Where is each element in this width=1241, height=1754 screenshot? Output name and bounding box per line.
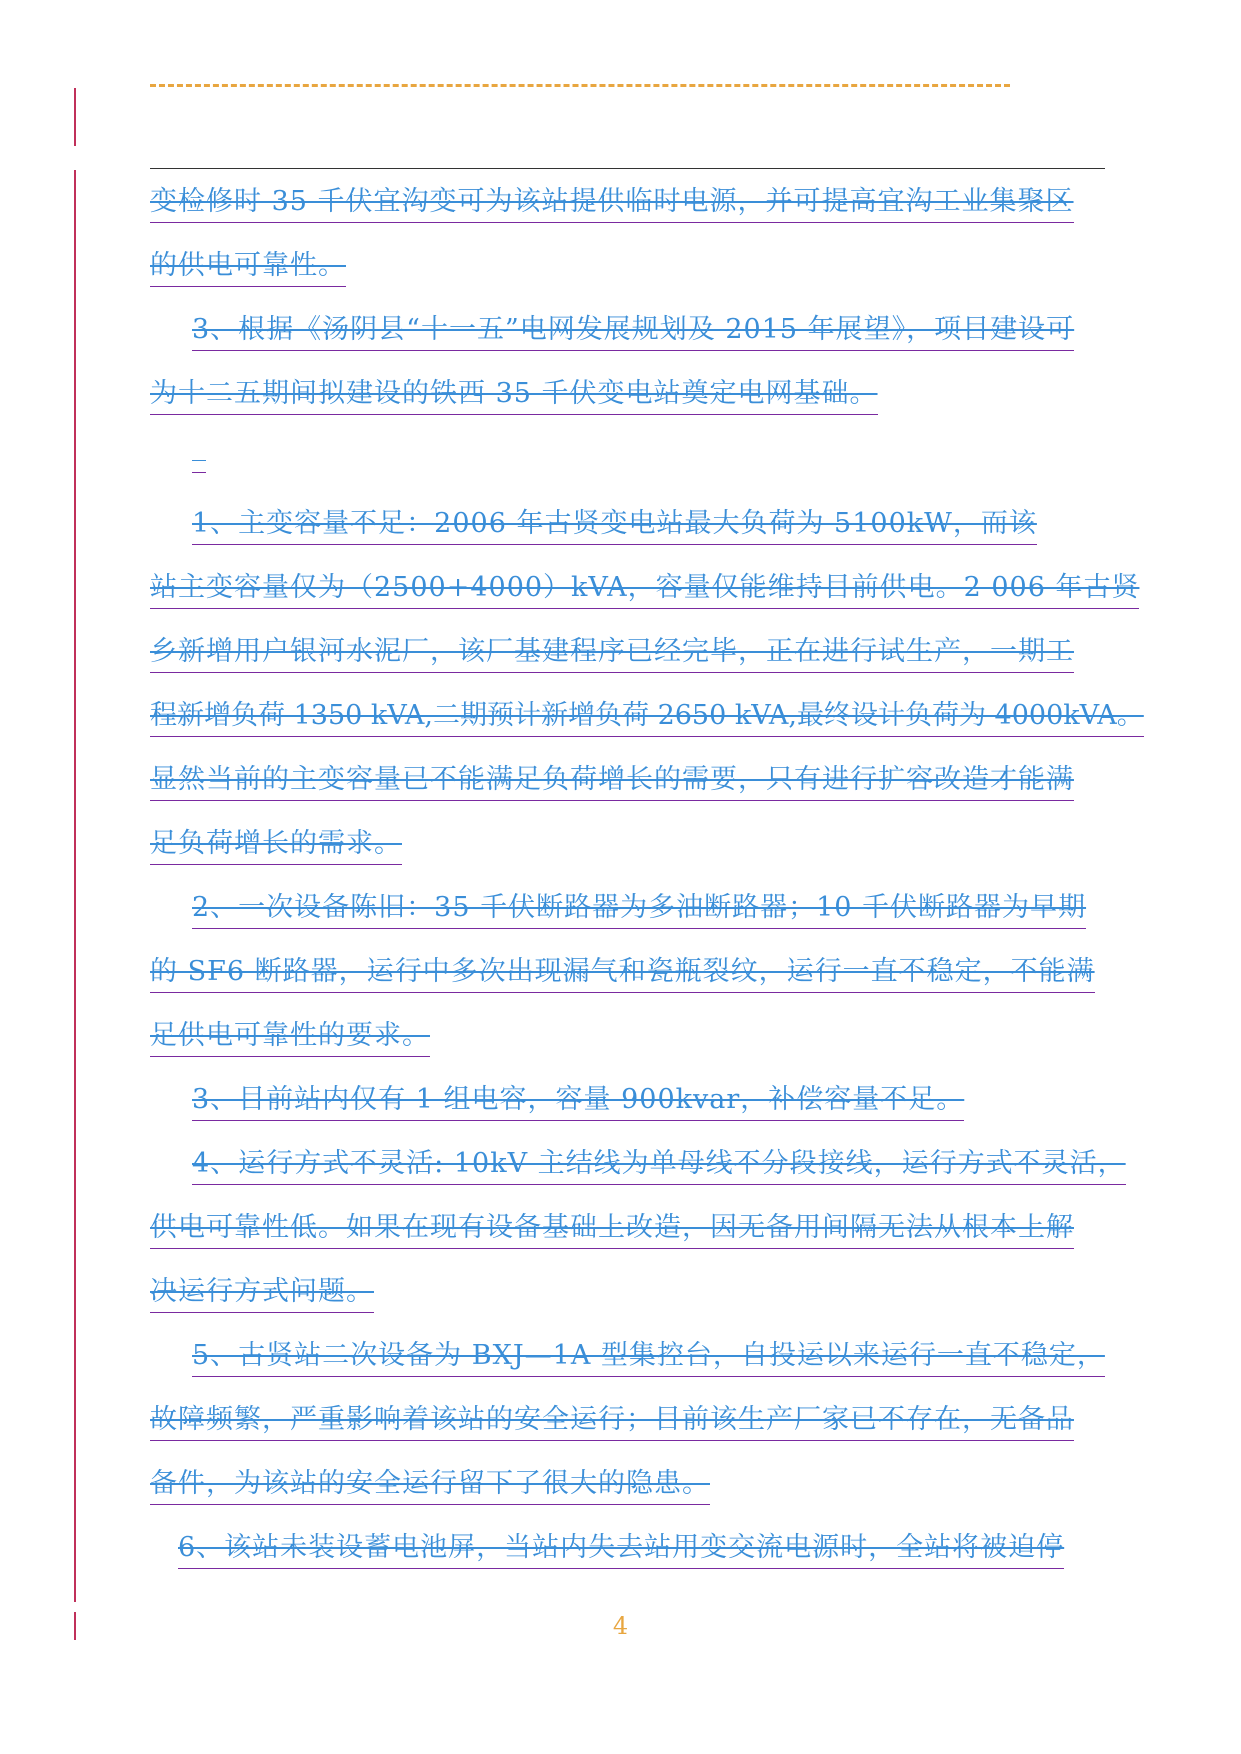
text-line: 6、该站未装设蓄电池屏，当站内失去站用变交流电源时，全站将被迫停 <box>178 1530 1064 1569</box>
change-bar <box>74 170 76 1602</box>
header-divider <box>150 84 1010 87</box>
change-bar <box>74 88 76 146</box>
text-line: 足供电可靠性的要求。 <box>150 1018 430 1057</box>
text-line: 3、目前站内仅有 1 组电容，容量 900kvar，补偿容量不足。 <box>192 1082 964 1121</box>
empty-line-marker <box>192 460 206 461</box>
text-line: 乡新增用户银河水泥厂，该厂基建程序已经完毕，正在进行试生产，一期工 <box>150 634 1074 673</box>
text-line: 的供电可靠性。 <box>150 248 346 287</box>
text-line: 故障频繁，严重影响着该站的安全运行；目前该生产厂家已不存在，无备品 <box>150 1402 1074 1441</box>
text-line: 5、古贤站二次设备为 BXJ—1A 型集控台，自投运以来运行一直不稳定， <box>192 1338 1105 1377</box>
text-line: 备件，为该站的安全运行留下了很大的隐患。 <box>150 1466 710 1505</box>
empty-line-underline <box>192 472 206 473</box>
text-line: 的 SF6 断路器，运行中多次出现漏气和瓷瓶裂纹，运行一直不稳定，不能满 <box>150 954 1095 993</box>
text-line: 2、一次设备陈旧：35 千伏断路器为多油断路器；10 千伏断路器为早期 <box>192 890 1086 929</box>
text-line: 决运行方式问题。 <box>150 1274 374 1313</box>
text-line: 站主变容量仅为（2500+4000）kVA，容量仅能维持目前供电。2 006 年古贤 <box>150 570 1139 609</box>
page-number: 4 <box>612 1612 629 1640</box>
text-line: 1、主变容量不足：2006 年古贤变电站最大负荷为 5100kW，而该 <box>192 506 1037 545</box>
text-line: 程新增负荷 1350 kVA,二期预计新增负荷 2650 kVA,最终设计负荷为 4000kVA。 <box>150 698 1144 737</box>
top-rule <box>150 168 1105 169</box>
text-line: 3、根据《汤阴县“十一五”电网发展规划及 2015 年展望》，项目建设可 <box>192 312 1074 351</box>
text-line: 供电可靠性低。如果在现有设备基础上改造，因无备用间隔无法从根本上解 <box>150 1210 1074 1249</box>
text-line: 足负荷增长的需求。 <box>150 826 402 865</box>
text-line: 变检修时 35 千伏宜沟变可为该站提供临时电源，并可提高宜沟工业集聚区 <box>150 184 1074 223</box>
text-line: 为十二五期间拟建设的铁西 35 千伏变电站奠定电网基础。 <box>150 376 878 415</box>
text-line: 4、运行方式不灵活: 10kV 主结线为单母线不分段接线，运行方式不灵活， <box>192 1146 1126 1185</box>
text-line: 显然当前的主变容量已不能满足负荷增长的需要，只有进行扩容改造才能满 <box>150 762 1074 801</box>
